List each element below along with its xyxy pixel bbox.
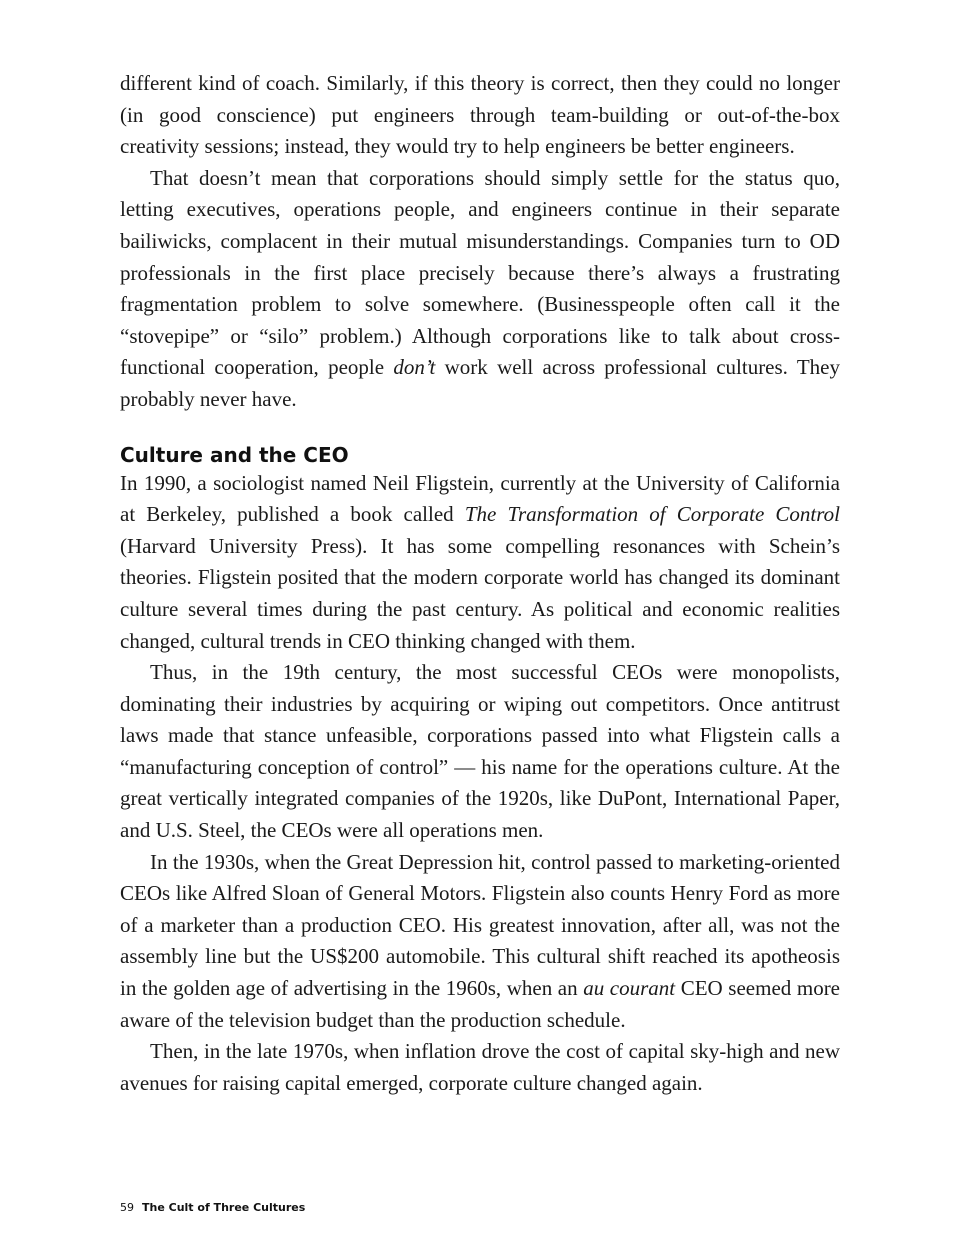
paragraph-2	[120, 163, 840, 416]
paragraph-2-text-a: That doesn’t mean that corporations should simply settle for the status quo, letting executives, operations people, and engineers continue in their separate bailiwicks, complacent in their mutual misunderstandings. Companies turn to OD professionals in the first place precisely because there’s always a frustrating fragmentation problem to solve somewhere. (Businesspeople often call it the “stovepipe” or “silo” problem.) Although corporations like to talk about cross-functional cooperation, people	[120, 165, 840, 380]
paragraph-3	[120, 468, 840, 658]
paragraph-4: Thus, in the 19th century, the most successful CEOs were monopolists, dominating their industries by acquiring or wiping out competitors. Once antitrust laws made that stance unfeasible, corporations passed into what Fligstein calls a “manufacturing conception of control” — his name for the operations culture. At the great vertically integrated companies of the 1920s, like DuPont, International Paper, and U.S. Steel, the CEOs were all operations men.	[120, 660, 840, 843]
paragraph-5-text-b: CEO seemed more aware of the television budget than the production schedule.	[120, 976, 841, 1032]
paragraph-3-text-b: (Harvard University Press). It has some compelling resonances with Schein’s theories. Fligstein posited that the modern corporate world has changed its dominant culture several times during the past century. As political and economic realities changed, cultural trends in CEO thinking changed with them.	[120, 533, 840, 653]
paragraph-6: Then, in the late 1970s, when inflation drove the cost of capital sky-high and new avenues for raising capital emerged, corporate culture changed again.	[120, 1039, 840, 1095]
page-footer	[120, 1201, 305, 1214]
paragraph-5-text-a: In the 1930s, when the Great Depression hit, control passed to marketing-oriented CEOs like Alfred Sloan of General Motors. Fligstein also counts Henry Ford as more of a marketer than a production CEO. His greatest innovation, after all, was not the assembly line but the US$200 automobile. This cultural shift reached its apotheosis in the golden age of advertising in the 1960s, when an	[120, 849, 840, 1001]
section-heading: Culture and the CEO	[120, 442, 349, 467]
book-title: The Transformation of Corporate Control	[464, 502, 840, 527]
paragraph-5	[120, 847, 840, 1037]
paragraph-5-emphasis: au courant	[583, 976, 676, 1001]
paragraph-1: different kind of coach. Similarly, if this theory is correct, then they could no longer (in good conscience) put engineers through team-building or out-of-the-box creativity sessions; instead, they would try to help engineers be better engineers.	[120, 71, 840, 159]
page-number: 59	[120, 1201, 134, 1214]
paragraph-2-emphasis: don’t	[393, 355, 436, 380]
running-title: The Cult of Three Cultures	[142, 1201, 306, 1214]
paragraph-3-text-a: In 1990, a sociologist named Neil Fligstein, currently at the University of California at Berkeley, published a book called	[120, 470, 840, 527]
page-body	[120, 68, 840, 1099]
paragraph-2-text-b: work well across professional cultures. They probably never have.	[120, 355, 840, 411]
